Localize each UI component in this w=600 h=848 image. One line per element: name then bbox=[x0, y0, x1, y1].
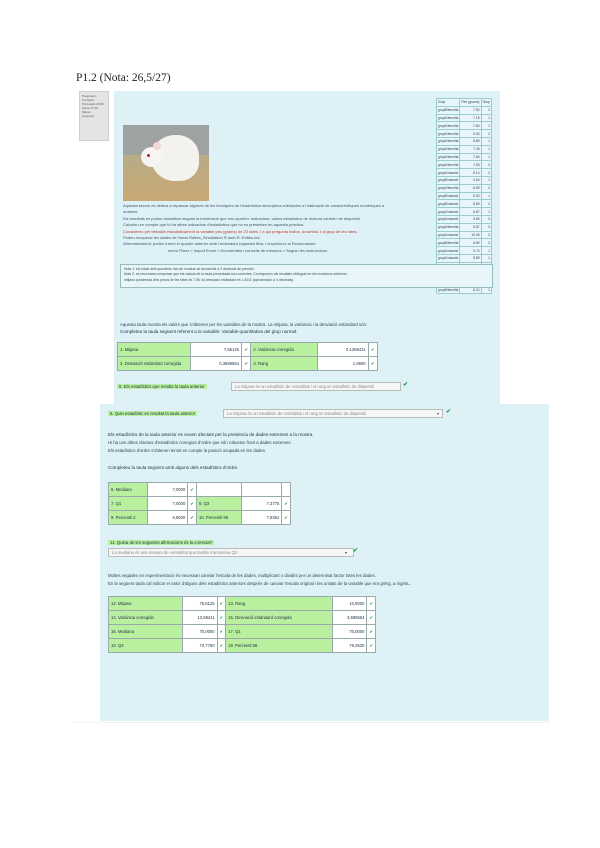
robust-line: Hi ha uns altres classes d'estadístics coneguts d'ordre que són robustos front a dades extremes. bbox=[108, 440, 292, 445]
table-row bbox=[437, 200, 492, 208]
table-row bbox=[437, 114, 492, 122]
table-row bbox=[437, 231, 492, 239]
table-cell: grupA/femella bbox=[438, 147, 459, 152]
answer-field[interactable]: 0,1368411 bbox=[317, 343, 368, 357]
table-cell: 3 bbox=[481, 215, 491, 223]
table-row bbox=[109, 611, 376, 625]
table-cell: 5.89 bbox=[460, 254, 481, 262]
question-11-select[interactable]: La mediana és una mesura de centralitat que també s'anomena Q2 bbox=[108, 548, 354, 557]
table-row bbox=[437, 223, 492, 231]
table-cell: grupB/mascle bbox=[438, 201, 459, 206]
answer-field[interactable]: 7,3775 bbox=[241, 497, 282, 511]
table-cell: grupB/mascle bbox=[438, 178, 459, 183]
info-line: Pregunta 1 bbox=[82, 94, 97, 98]
table-cell: 7.60 bbox=[460, 122, 481, 130]
table-cell: 1 bbox=[481, 176, 491, 184]
table-cell: 3 bbox=[481, 231, 491, 239]
info-line: pregunta bbox=[82, 114, 94, 118]
table-cell: 1 bbox=[481, 254, 491, 262]
table-cell: 7.53 bbox=[460, 161, 481, 169]
table-cell: 2 bbox=[481, 130, 491, 138]
table-row bbox=[109, 511, 291, 525]
table-row bbox=[437, 176, 492, 184]
answer-field[interactable]: 7,8352 bbox=[241, 511, 282, 525]
table1-instruction: Completeu la taula següent referent a la variable: Variable quantitativa del grup normal. bbox=[120, 329, 298, 334]
check-icon: ✔ bbox=[367, 625, 376, 639]
scale-line: En la següent taula cal indicar el valor d'alguns dels estadístics anteriors després de canviar l'escala original i les unitats de la variable que era gr/Kg, a mg/mL. bbox=[108, 581, 411, 586]
answer-field[interactable]: 70,0000 bbox=[332, 625, 367, 639]
table-row bbox=[437, 169, 492, 177]
table-cell: grupB/femella bbox=[438, 240, 459, 245]
check-icon: ✔ bbox=[368, 343, 377, 357]
question-11-label: 11. Quina de les següents afirmacions és la correcta? bbox=[110, 540, 213, 545]
column-header: Grup bbox=[482, 100, 490, 105]
table-cell: grupB/femella bbox=[438, 287, 459, 292]
check-icon: ✔ bbox=[188, 497, 197, 511]
check-icon: ✔ bbox=[368, 357, 377, 371]
column-header: Pes (grams) bbox=[461, 100, 480, 105]
answer-field[interactable]: 73,7750 bbox=[183, 639, 217, 653]
table-cell: 1 bbox=[481, 114, 491, 122]
table-cell: 6.87 bbox=[460, 208, 481, 216]
table-row bbox=[437, 247, 492, 255]
table-cell: grupA/mascle bbox=[438, 170, 459, 175]
table-cell: 5.93 bbox=[460, 130, 481, 138]
table-row bbox=[437, 145, 492, 153]
table-cell: 5.89 bbox=[460, 200, 481, 208]
table-row bbox=[437, 130, 492, 138]
check-icon: ✔ bbox=[217, 597, 226, 611]
table-cell: 2 bbox=[481, 106, 491, 114]
table-row bbox=[437, 153, 492, 161]
table-cell: 5.65 bbox=[460, 215, 481, 223]
stat-label: 4. Rang bbox=[251, 357, 317, 371]
table-cell: 1 bbox=[481, 192, 491, 200]
question-5-label: 5. Els estadístics que resulta la taula anterior bbox=[119, 384, 205, 389]
intro-line: Alternativament, podeu treure el quadre anterior amb l'ordenador (aquesta fitxa, i importar-lo al Rcommander bbox=[123, 241, 316, 247]
table-cell: 5.74 bbox=[460, 247, 481, 255]
table-cell: grupA/mascle bbox=[438, 217, 459, 222]
intro-line: menú Fitxer > Import Excel > Enumerates i consells de mesures > Seguiu les instruccions bbox=[168, 247, 328, 253]
table-row bbox=[437, 184, 492, 192]
info-line: Puntuació 26,50 bbox=[82, 102, 104, 106]
robust-line: Els estadístics de la taula anterior es veuen afectats per la presència de dades extremes a la mostra. bbox=[108, 432, 314, 437]
info-line: Correcta bbox=[82, 98, 94, 102]
check-icon: ✔ bbox=[217, 611, 226, 625]
table-cell: grupB/femella bbox=[438, 108, 459, 113]
stat-label: 15. Desviació estàndard corregida bbox=[226, 611, 332, 625]
table-cell: 1 bbox=[481, 208, 491, 216]
table1 bbox=[117, 342, 378, 371]
intro-line: Els resultats es poden classificar segons la informació que ens aporten: indicadors, valors estadístics de mesura central i de dispersió. bbox=[123, 215, 362, 221]
check-icon: ✔ bbox=[282, 497, 291, 511]
table2-instruction: Completeu la taula següent amb alguns dels estadístics d'ordre. bbox=[108, 465, 239, 470]
table-row bbox=[437, 137, 492, 145]
table-cell: 3 bbox=[481, 223, 491, 231]
table-cell: 6.87 bbox=[460, 223, 481, 231]
table-cell: 6.24 bbox=[460, 286, 481, 294]
table-cell: 1 bbox=[481, 122, 491, 130]
table-cell: grupA/mascle bbox=[438, 209, 459, 214]
answer-field[interactable]: 7,56125 bbox=[191, 343, 242, 357]
table-row bbox=[109, 639, 376, 653]
table-cell: 10.06 bbox=[460, 231, 481, 239]
table-cell: grupA/femella bbox=[438, 162, 459, 167]
table-cell: grupA/mascle bbox=[438, 248, 459, 253]
table-cell: grupA/femella bbox=[438, 123, 459, 128]
table-row bbox=[437, 122, 492, 130]
table-cell: 1 bbox=[481, 145, 491, 153]
chevron-down-icon: ▾ bbox=[345, 550, 348, 555]
stat-label: 7. Q1 bbox=[109, 497, 148, 511]
check-icon: ✔ bbox=[353, 548, 359, 554]
answer-field[interactable]: 70,0000 bbox=[183, 625, 217, 639]
table-cell: 7.50 bbox=[460, 106, 481, 114]
intro-line: Considereu per treballar estadísticament la variable pes (grams) de 23 rates. I a qui pregunta indica, la sortida 1 al grup de les rates. bbox=[123, 228, 358, 234]
stat-label: 3. Desviació estàndard corregida bbox=[118, 357, 191, 371]
note-line: Nota 1: els totals dels quocients han de mostrar-se arrodonits a 4 decimals de precisió. bbox=[124, 267, 255, 271]
table-cell: grupA/mascle bbox=[438, 232, 459, 237]
stat-label: 2. Variància corregida bbox=[251, 343, 317, 357]
table-cell: grupA/femella bbox=[438, 186, 459, 191]
intro-line: mostres. bbox=[123, 209, 139, 215]
answer-field[interactable]: 78,3520 bbox=[332, 639, 367, 653]
table-cell: 1 bbox=[481, 137, 491, 145]
column-header: Grup bbox=[437, 99, 460, 107]
check-icon: ✔ bbox=[188, 511, 197, 525]
note-line: Nota 2: es recomana comprovar que els càlculs de la taula presentada són correctes. Corresponen als resultats obtinguts en els encàrrecs anteriors. bbox=[124, 272, 348, 277]
table-cell: grupA/femella bbox=[438, 115, 459, 120]
check-icon: ✔ bbox=[446, 409, 452, 415]
table-cell: grupA/femella bbox=[438, 154, 459, 159]
sample-text: Aquesta taula mostra els valors que s'obtenen per les variables de la mostra. La mitjana, la variància i la desviació estàndard són: bbox=[120, 322, 368, 327]
answer-field[interactable]: 75,6125 bbox=[183, 597, 217, 611]
intro-line: Calculeu en compte que hi ha altres indicadors d'estadística que no es presenten en aquesta pràctica. bbox=[123, 222, 305, 228]
intro-line: Aquesta secció es dedica a repassar algunes de les tècniques de l'estadística descriptiva orientades a l'estimació de característiques numèriques a bbox=[123, 203, 385, 208]
check-icon: ✔ bbox=[367, 597, 376, 611]
table-cell: grupA/femella bbox=[438, 225, 459, 230]
answer-field[interactable]: 10,9000 bbox=[332, 597, 367, 611]
table-cell: 8.14 bbox=[460, 169, 481, 177]
stat-label: 1. Mitjana bbox=[118, 343, 191, 357]
robust-line: Els estadístics d'ordre s'obtenen tenint en compte la posició ocupada en les dades. bbox=[108, 448, 267, 453]
table-cell: 7.84 bbox=[460, 153, 481, 161]
stat-label: 19. Percentil 98 bbox=[226, 639, 332, 653]
table-cell: 2 bbox=[481, 184, 491, 192]
chevron-down-icon: ▾ bbox=[437, 411, 440, 416]
stat-label: 8. Q3 bbox=[196, 497, 241, 511]
table-cell: 3 bbox=[481, 161, 491, 169]
divider bbox=[72, 722, 549, 723]
answer-field[interactable]: 7,0000 bbox=[147, 483, 188, 497]
table-cell: grupA/femella bbox=[438, 131, 459, 136]
scale-line: Moltes vegades en experimentació és necessari canviar l'escala de les dades, multiplicant o dividint per un determinat factor totes les dades. bbox=[108, 573, 376, 578]
flag-question-link[interactable]: Marca bbox=[82, 110, 91, 114]
answer-field[interactable]: 6,8000 bbox=[147, 511, 188, 525]
question-5-select[interactable]: La mitjana és un estadístic de centralitat i el rang un estadístic de dispersió bbox=[231, 382, 401, 391]
table-cell: 2 bbox=[481, 200, 491, 208]
check-icon: ✔ bbox=[188, 483, 197, 497]
intro-line: Podeu recuperar les dades de l'arxiu Rattes_Simultation R amb R: Editeu-les. bbox=[123, 235, 261, 241]
question-info-box bbox=[79, 91, 109, 141]
note-box bbox=[120, 264, 493, 288]
check-icon: ✔ bbox=[367, 639, 376, 653]
info-line: sobre 27,00 bbox=[82, 106, 98, 110]
table-header-row bbox=[437, 99, 492, 107]
table-cell: 7.45 bbox=[460, 145, 481, 153]
question-5b-select[interactable]: La mitjana és un estadístic de centralitat i el rang un estadístic de dispersió bbox=[223, 409, 443, 418]
table-cell: 7.18 bbox=[460, 114, 481, 122]
table-cell: 3 bbox=[481, 239, 491, 247]
table-cell: 6.89 bbox=[460, 239, 481, 247]
stat-label: 17. Q1 bbox=[226, 625, 332, 639]
answer-field[interactable]: 13,68411 bbox=[183, 611, 217, 625]
stat-label: 13. Rang bbox=[226, 597, 332, 611]
page-title: P1.2 (Nota: 26,5/27) bbox=[76, 72, 171, 84]
answer-field[interactable]: 7,0000 bbox=[147, 497, 188, 511]
table-cell: grupA/femella bbox=[438, 139, 459, 144]
table-row bbox=[437, 192, 492, 200]
table-row bbox=[118, 343, 378, 357]
table-row bbox=[437, 161, 492, 169]
check-icon: ✔ bbox=[282, 511, 291, 525]
stat-label: 18. Q3 bbox=[109, 639, 183, 653]
table-row bbox=[109, 625, 376, 639]
table-cell: 1 bbox=[481, 247, 491, 255]
answer-field[interactable]: 1,0900 bbox=[317, 357, 368, 371]
table-row bbox=[437, 208, 492, 216]
check-icon: ✔ bbox=[217, 625, 226, 639]
stat-label: 14. Variància corregida bbox=[109, 611, 183, 625]
answer-field[interactable]: 0,3699554 bbox=[191, 357, 242, 371]
table-cell: 6.89 bbox=[460, 137, 481, 145]
intro-text bbox=[123, 203, 423, 254]
table-row bbox=[437, 254, 492, 262]
check-icon: ✔ bbox=[367, 611, 376, 625]
rat-photo bbox=[123, 125, 209, 201]
table-cell: 6.05 bbox=[460, 184, 481, 192]
stat-label: 9. Percentil 2 bbox=[109, 511, 148, 525]
table-cell: 5.93 bbox=[460, 192, 481, 200]
table-cell: 4.54 bbox=[460, 176, 481, 184]
table3 bbox=[108, 596, 376, 653]
check-icon: ✔ bbox=[403, 382, 409, 388]
table-row bbox=[109, 483, 291, 497]
check-icon: ✔ bbox=[217, 639, 226, 653]
table-row bbox=[437, 215, 492, 223]
table-row bbox=[118, 357, 378, 371]
table-cell: grupB/mascle bbox=[438, 193, 459, 198]
stat-label: 16. Mediana bbox=[109, 625, 183, 639]
table-row bbox=[109, 497, 291, 511]
table-cell: 1 bbox=[481, 153, 491, 161]
check-icon: ✔ bbox=[242, 343, 251, 357]
stat-label: 10. Percentil 98 bbox=[196, 511, 241, 525]
stat-label: 6. Mediana bbox=[109, 483, 148, 497]
question-5b-label: 5. Quin estadístic es resultat la taula anterior bbox=[110, 411, 196, 416]
answer-field[interactable]: 3,699554 bbox=[332, 611, 367, 625]
stat-label: 12. Mitjana bbox=[109, 597, 183, 611]
table-row bbox=[437, 239, 492, 247]
check-icon: ✔ bbox=[242, 357, 251, 371]
table-row bbox=[109, 597, 376, 611]
table-cell: 1 bbox=[481, 286, 491, 294]
table-cell: 2 bbox=[481, 169, 491, 177]
table-row bbox=[437, 106, 492, 114]
note-line: mitjana ponderada dels pesos de les rates és 7.56 i la desviació estàndard és 1.4011 (aproximació a 4 decimals). bbox=[124, 277, 295, 282]
table-cell: grupA/mascle bbox=[438, 256, 459, 261]
table2 bbox=[108, 482, 291, 525]
